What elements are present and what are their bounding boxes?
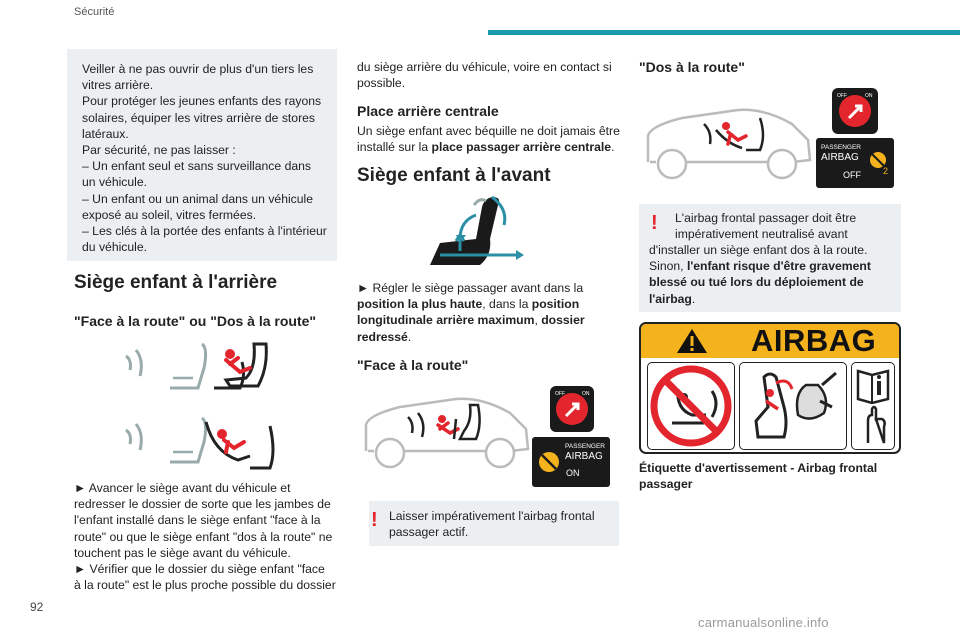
text-fragment: position la plus haute: [357, 297, 483, 312]
airbag-warning-label: [639, 322, 901, 454]
no-rear-facing-seat-icon: [648, 363, 734, 449]
manual-icon: [852, 363, 894, 449]
manual-panel: [851, 362, 895, 450]
text-line: d'installer un siège enfant dos à la route.: [649, 243, 868, 257]
airbag-indicator-line1: PASSENGER: [821, 144, 861, 151]
no-rear-facing-panel: [647, 362, 735, 450]
child-seat-forward-icon: [118, 338, 278, 398]
svg-text:ON: ON: [865, 93, 873, 99]
airbag-indicator-state: ON: [566, 468, 580, 478]
exclamation-icon: !: [651, 212, 658, 234]
text-line: route" ou que le siège enfant "dos à la route" ne: [74, 529, 333, 544]
text-fragment: position: [531, 297, 580, 312]
airbag-indicator-line2: AIRBAG: [821, 152, 859, 163]
text-line: impérativement neutralisé avant: [675, 227, 848, 242]
text-line: Laisser impérativement l'airbag frontal: [389, 509, 595, 523]
car-rearward-seat-illustration: [642, 96, 814, 186]
text-line: touchent pas le siège avant du véhicule.: [74, 545, 291, 560]
text-fragment: longitudinale arrière maximum: [357, 313, 535, 328]
svg-text:2: 2: [883, 166, 889, 176]
airbag-label-caption: [639, 460, 901, 492]
svg-text:OFF: OFF: [555, 391, 565, 397]
section-title: Sécurité: [74, 6, 115, 18]
airbag-indicator-line2: AIRBAG: [565, 451, 603, 462]
text-line: [357, 329, 632, 345]
text-line: [649, 291, 899, 307]
text-line: l'enfant installé dans le siège enfant "face à la: [74, 513, 321, 528]
text-line: redresser le dossier de sorte que les jambes de: [74, 497, 331, 512]
airbag-deploy-panel: [739, 362, 847, 450]
safety-note-text: Veiller à ne pas ouvrir de plus d'un tiers les vitres arrière. Pour protéger les jeunes enfants des rayons solaires, équiper les vitres arrière de stores latéraux. Par sécurité, ne pas laisser : – Un enfant seul et sans surveillance dans un véhicule. – Un enfant ou un animal dans un véhicule exposé au soleil, vitres fermées. – Les clés à la portée des enfants à l'intérieur du véhicule.: [82, 62, 327, 255]
text-line: Étiquette d'avertissement - Airbag frontal: [639, 461, 878, 475]
text-line: [649, 258, 899, 274]
heading-front-seat: Siège enfant à l'avant: [357, 165, 551, 186]
subheading-rear-orientation: "Face à la route" ou "Dos à la route": [74, 313, 317, 329]
warning-rear-text-top: [675, 210, 897, 242]
exclamation-icon: !: [371, 509, 378, 531]
text-line: ► Régler le siège passager avant dans la: [357, 281, 584, 295]
passenger-airbag-on-indicator: [532, 437, 610, 487]
warning-rear-box: [639, 204, 901, 312]
text-line: ► Avancer le siège avant du véhicule et: [74, 481, 291, 495]
airbag-switch-off-icon: [832, 88, 878, 134]
seat-adjust-icon: [420, 195, 530, 273]
svg-text:ON: ON: [582, 391, 590, 397]
header-accent-bar: [488, 30, 960, 35]
warning-forward-box: [369, 501, 619, 546]
subheading-forward-facing: "Face à la route": [357, 357, 469, 373]
subheading-rear-facing: "Dos à la route": [639, 59, 745, 75]
text-line: passager actif.: [389, 525, 469, 540]
svg-text:OFF: OFF: [837, 93, 847, 99]
text-fragment: dossier: [541, 313, 585, 328]
warning-forward-text: [389, 508, 617, 540]
text-fragment: Sinon,: [649, 259, 687, 274]
page-number: 92: [30, 600, 44, 614]
warning-rear-text: [649, 242, 899, 307]
airbag-off-icon: [868, 148, 892, 176]
airbag-warning-icon: [536, 449, 562, 475]
car-forward-seat-illustration: [360, 385, 532, 475]
warning-triangle-icon: [675, 327, 709, 355]
center-seat-emphasis: place passager arrière centrale: [431, 140, 612, 155]
text-fragment: installé sur la: [357, 140, 432, 155]
text-fragment: ,: [534, 313, 542, 328]
text-line: blessé ou tué lors du déploiement de: [649, 275, 864, 290]
text-line: Un siège enfant avec béquille ne doit jamais être: [357, 124, 620, 138]
airbag-indicator-line1: PASSENGER: [565, 443, 605, 450]
heading-rear-seat: Siège enfant à l'arrière: [74, 272, 278, 293]
text-line: du siège arrière du véhicule, voire en contact si: [357, 60, 612, 74]
airbag-label-title: AIRBAG: [751, 323, 877, 358]
text-fragment: .: [611, 140, 615, 155]
text-line: L'airbag frontal passager doit être: [675, 211, 857, 225]
text-fragment: redressé: [357, 329, 408, 344]
center-seat-paragraph: [357, 123, 632, 155]
text-line: passager: [639, 477, 693, 492]
text-fragment: .: [691, 291, 696, 306]
text-fragment: , dans la: [482, 297, 532, 312]
text-fragment: l'enfant risque d'être gravement: [686, 259, 871, 274]
text-fragment: .: [407, 329, 412, 344]
text-line: ► Vérifier que le dossier du siège enfant "face: [74, 562, 325, 577]
airbag-switch-icon: [550, 386, 594, 432]
airbag-deploy-icon: [740, 363, 846, 449]
airbag-label-header: [641, 324, 899, 358]
child-seat-rearward-icon: [118, 412, 278, 474]
text-fragment: l'airbag: [649, 291, 692, 306]
text-line: [357, 139, 632, 155]
rear-adjust-paragraph: [74, 480, 344, 593]
text-line: [357, 312, 632, 328]
watermark: carmanualsonline.info: [698, 615, 829, 630]
passenger-airbag-off-indicator: [816, 138, 894, 188]
front-adjust-paragraph: [357, 280, 632, 345]
text-line: à la route" est le plus proche possible du dossier: [74, 578, 336, 593]
text-line: possible.: [357, 76, 406, 91]
subheading-center-seat: Place arrière centrale: [357, 103, 499, 119]
airbag-indicator-state: OFF: [843, 170, 861, 180]
safety-note-box: [67, 49, 337, 261]
rear-adjust-continuation: [357, 59, 627, 91]
text-line: [357, 296, 632, 312]
